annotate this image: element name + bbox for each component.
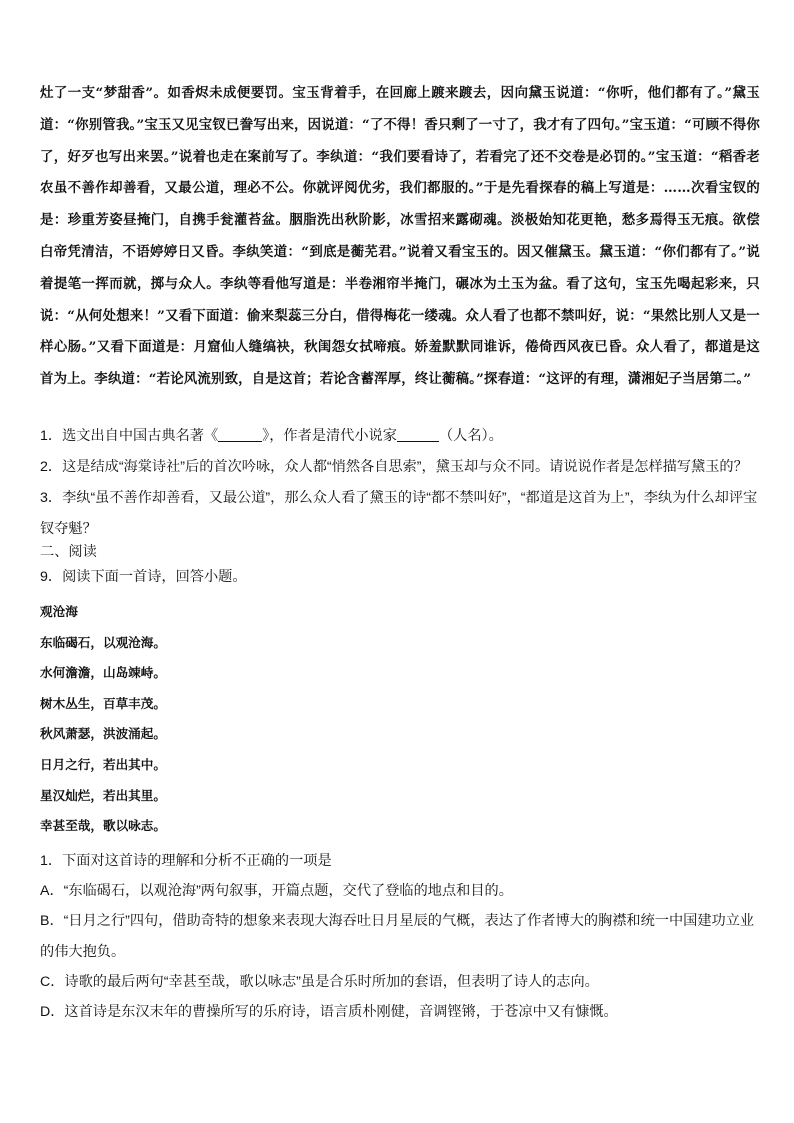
poem-line: 日月之行，若出其中。 xyxy=(40,756,166,772)
mcq-option-a[interactable]: A．“东临碣石，以观沧海”两句叙事，开篇点题，交代了登临的地点和目的。 xyxy=(40,883,513,900)
question-2 xyxy=(40,452,760,483)
poem-line: 秋风萧瑟，洪波涌起。 xyxy=(40,726,166,742)
mcq-option-c[interactable]: C．诗歌的最后两句“幸甚至哉，歌以咏志”虽是合乐时所加的套语，但表明了诗人的志向。 xyxy=(40,973,599,990)
question-9-text: 9．阅读下面一首诗，回答小题。 xyxy=(40,569,247,585)
passage-paragraph: 灶了一支“梦甜香”。如香烬未成便要罚。宝玉背着手，在回廊上踱来踱去，因向黛玉说道：“你听，他们都有了。”黛玉道：“你别管我。”宝玉又见宝钗已誊写出来，因说道：“了不得！香只剩了一寸了，我才有了四句。”宝玉道：“可顾不得你了，好歹也写出来罢。”说着也走在案前写了。李纨道：“我们要看诗了，若看完了还不交卷是必罚的。”宝玉道：“稻香老农虽不善作却善看，又最公道，理必不公。你就评阅优劣，我们都服的。”于是先看探春的稿上写道是：……次看宝钗的是：珍重芳姿昼掩门，自携手瓮灌苔盆。胭脂洗出秋阶影，冰雪招来露砌魂。淡极始知花更艳，愁多焉得玉无痕。欲偿白帝凭清洁，不语婷婷日又昏。李纨笑道：“到底是蘅芜君。”说着又看宝玉的。因又催黛玉。黛玉道：“你们都有了。”说着提笔一挥而就，掷与众人。李纨等看他写道是：半卷湘帘半掩门，碾冰为土玉为盆。看了这句，宝玉先喝起彩来，只说：“从何处想来！”又看下面道：偷来梨蕊三分白，借得梅花一缕魂。众人看了也都不禁叫好，说：“果然比别人又是一样心肠。”又看下面道是：月窟仙人缝缟袂，秋闺怨女拭啼痕。娇羞默默同谁诉，倦倚西风夜已昏。众人看了，都道是这首为上。李纨道：“若论风流别致，自是这首；若论含蓄浑厚，终让蘅稿。”探春道：“这评的有理，潇湘妃子当居第二。” xyxy=(40,85,760,388)
question-3 xyxy=(40,483,760,544)
poem-title: 观沧海 xyxy=(40,604,78,619)
poem-line: 树木丛生，百草丰茂。 xyxy=(40,695,166,711)
poem-line: 水何澹澹，山岛竦峙。 xyxy=(40,665,166,681)
mcq-stem: 1．下面对这首诗的理解和分析不正确的一项是 xyxy=(40,853,332,869)
mcq-option-d[interactable]: D．这首诗是东汉末年的曹操所写的乐府诗，语言质朴刚健，音调铿锵，于苍凉中又有慷慨。 xyxy=(40,1004,618,1021)
question-9 xyxy=(40,564,760,590)
poem-line: 东临碣石，以观沧海。 xyxy=(40,634,166,650)
question-1-mid: 》，作者是清代小说家 xyxy=(262,428,397,444)
question-2-text: 2．这是结成“海棠诗社”后的首次吟咏，众人都“悄然各自思索”，黛玉却与众不同。请说说作者是怎样描写黛玉的？ xyxy=(40,459,748,475)
question-1-suffix: （人名）。 xyxy=(438,428,503,444)
question-3-text: 3．李纨“虽不善作却善看，又最公道”，那么众人看了黛玉的诗“都不禁叫好”，“都道是这首为上”，李纨为什么却评宝钗夺魁？ xyxy=(40,490,758,537)
poem xyxy=(40,597,760,842)
answer-blank-author[interactable] xyxy=(397,427,439,442)
question-1 xyxy=(40,421,760,452)
section-heading-text: 二、阅读 xyxy=(40,544,97,560)
question-1-prefix: 1．选文出自中国古典名著《 xyxy=(40,428,219,444)
reading-passage xyxy=(40,78,760,396)
poem-line: 星汉灿烂，若出其里。 xyxy=(40,787,166,803)
mcq-option-b[interactable]: B．“日月之行”四句，借助奇特的想象来表现大海吞吐日月星辰的气概，表达了作者博大的胸襟和统一中国建功立业的伟大抱负。 xyxy=(40,913,755,960)
multiple-choice-question xyxy=(40,846,760,1027)
answer-blank-book[interactable] xyxy=(218,427,262,442)
poem-line: 幸甚至哉，歌以咏志。 xyxy=(40,818,166,834)
section-heading xyxy=(40,540,760,564)
